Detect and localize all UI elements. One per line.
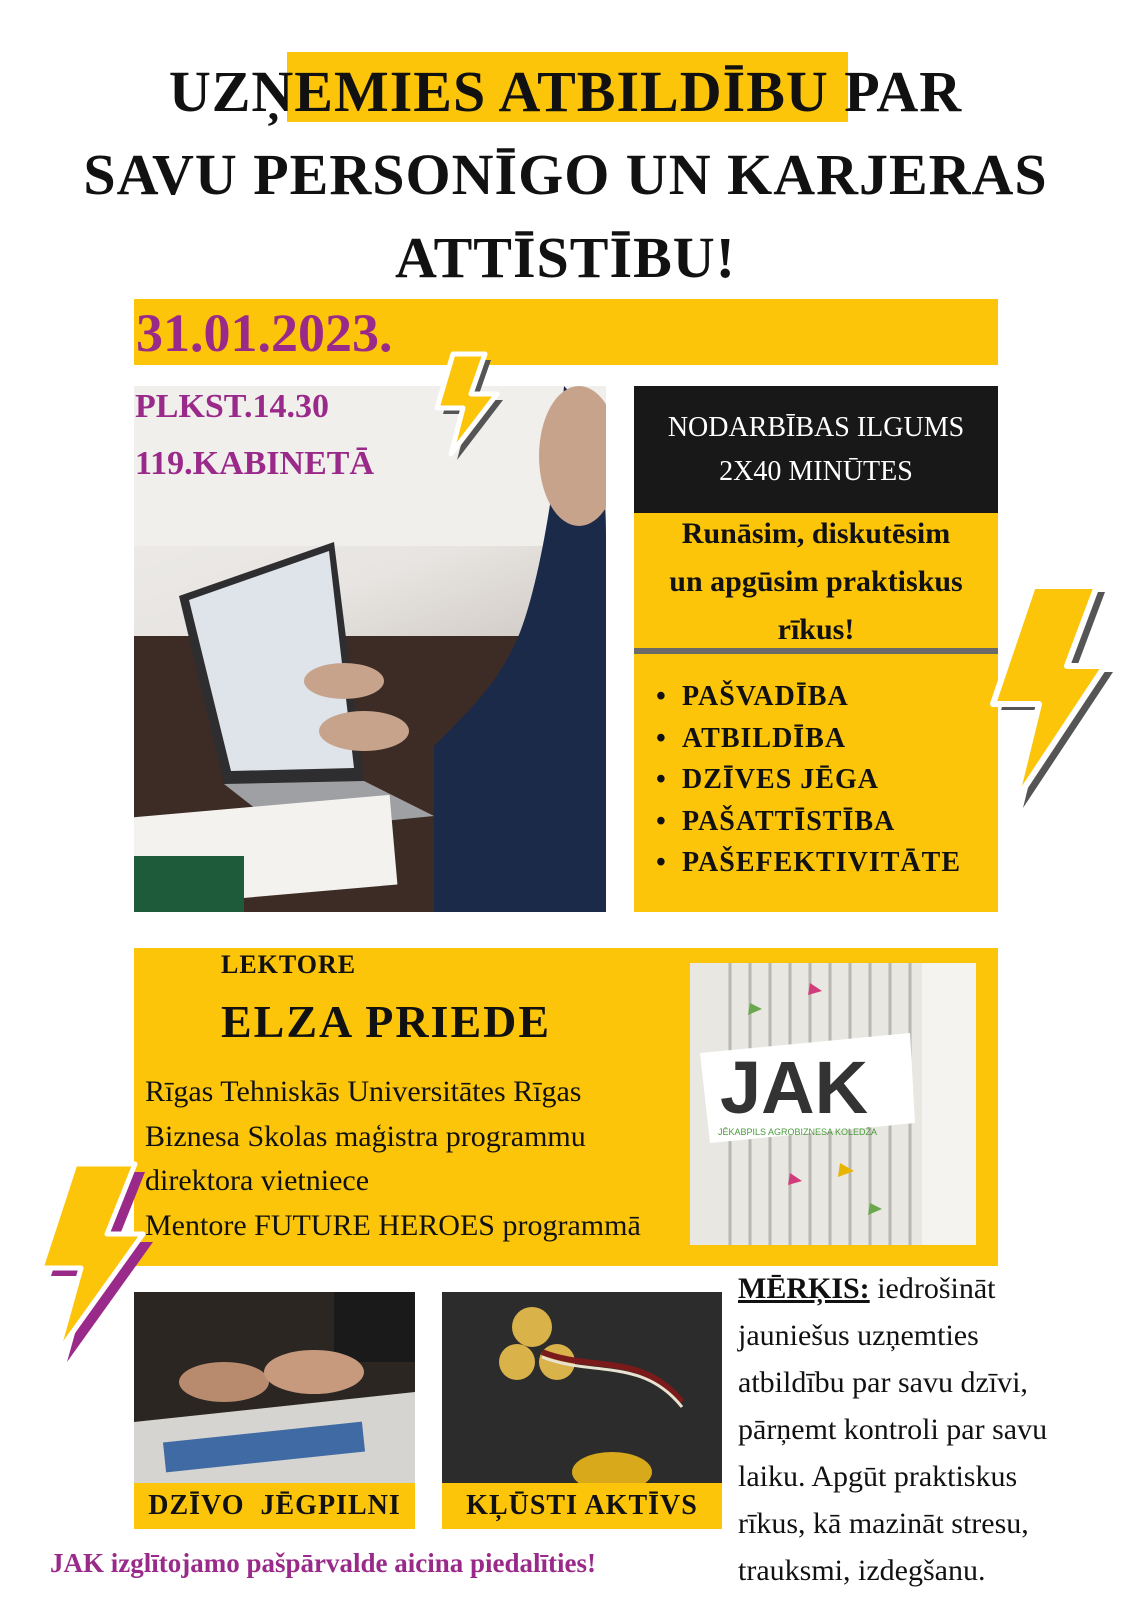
jak-logo-text: JAK <box>720 1046 869 1129</box>
goal-line: trauksmi, izdegšanu. <box>738 1554 986 1587</box>
photo-business-meeting <box>134 1292 415 1486</box>
tagline-line1: Runāsim, diskutēsim <box>681 516 951 550</box>
photo-medals <box>442 1292 722 1486</box>
tagline-line2: un apgūsim praktiskus <box>669 564 963 598</box>
lecturer-desc-line: Rīgas Tehniskās Universitātes Rīgas <box>145 1075 582 1108</box>
lecturer-desc-line: Biznesa Skolas maģistra programmu <box>145 1119 586 1153</box>
goal-line: jauniešus uzņemties <box>738 1319 979 1352</box>
tagline-line3: rīkus! <box>777 612 855 646</box>
title-line1-highlight: EMIES ATBILDĪBU <box>294 59 829 124</box>
duration-line2: 2X40 MINŪTES <box>719 455 913 487</box>
event-date: 31.01.2023. <box>136 303 393 363</box>
title-line2: SAVU PERSONĪGO UN KARJERAS <box>83 142 1048 207</box>
lecturer-label: LEKTORE <box>221 950 357 979</box>
topic-item: • PAŠATTĪSTĪBA <box>656 801 961 843</box>
invitation-text: JAK izglītojamo pašpārvalde aicina piedalīties! <box>50 1548 596 1578</box>
topic-item: • ATBILDĪBA <box>656 718 961 760</box>
goal-text <box>738 1265 1108 1594</box>
event-time: PLKST.14.30 <box>135 388 329 425</box>
topic-list <box>656 676 961 884</box>
divider <box>634 648 998 654</box>
lecturer-description <box>145 1070 641 1248</box>
goal-line: rīkus, kā mazināt stresu, <box>738 1507 1029 1540</box>
lightning-bolt-icon <box>35 1160 155 1360</box>
goal-line: atbildību par savu dzīvi, <box>738 1366 1028 1399</box>
tagline <box>634 514 998 649</box>
title-line1-post: PAR <box>828 59 963 124</box>
goal-label: MĒRĶIS: <box>738 1272 870 1305</box>
lightning-bolt-icon <box>985 580 1115 810</box>
event-room: 119.KABINETĀ <box>135 445 374 482</box>
title-line3: ATTĪSTĪBU! <box>395 225 736 290</box>
caption-become-active: KĻŪSTI AKTĪVS <box>442 1483 722 1529</box>
page-title <box>40 50 1091 299</box>
goal-line: laiku. Apgūt praktiskus <box>738 1460 1018 1493</box>
lightning-bolt-icon <box>425 350 505 460</box>
lecturer-name: ELZA PRIEDE <box>221 996 552 1047</box>
caption-live-meaningfully: DZĪVO JĒGPILNI <box>134 1483 415 1529</box>
topic-item: • DZĪVES JĒGA <box>656 759 961 801</box>
duration-line1: NODARBĪBAS ILGUMS <box>667 411 965 443</box>
business-meeting-illustration <box>134 1292 415 1486</box>
lecturer-desc-line: Mentore FUTURE HEROES programmā <box>145 1208 641 1242</box>
goal-first-line: iedrošināt <box>869 1272 996 1305</box>
topic-item: • PAŠVADĪBA <box>656 676 961 718</box>
photo-jak-banner <box>690 963 976 1245</box>
topic-item: • PAŠEFEKTIVITĀTE <box>656 842 961 884</box>
lecturer-desc-line: direktora vietniece <box>145 1164 370 1197</box>
duration-box <box>634 386 998 513</box>
medals-illustration <box>442 1292 722 1486</box>
goal-line: pārņemt kontroli par savu <box>738 1413 1048 1446</box>
jak-banner-illustration <box>690 963 976 1245</box>
title-line1-pre: UZŅ <box>168 59 295 124</box>
jak-logo-subtitle: JĒKABPILS AGROBIZNESA KOLEDŽA <box>718 1127 878 1137</box>
